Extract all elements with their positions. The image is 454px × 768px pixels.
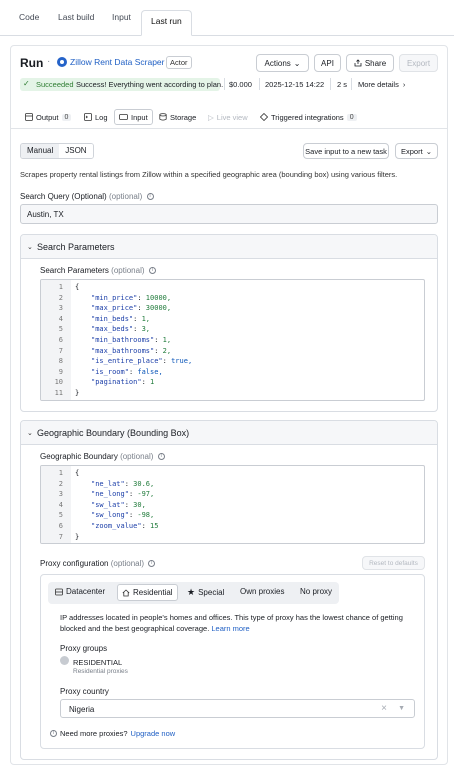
- optional-tag: (optional): [120, 452, 154, 461]
- proxy-tab-special[interactable]: [187, 587, 224, 598]
- proxy-config-label: [40, 559, 155, 568]
- line-number: 11: [54, 389, 63, 397]
- line-number: 6: [58, 522, 63, 530]
- subtab-integrations-label: Triggered integrations: [271, 112, 344, 122]
- geo-label-text: Geographic Boundary: [40, 452, 118, 461]
- integrations-count: 0: [347, 114, 357, 121]
- line-number: 6: [58, 336, 63, 344]
- code-line: [41, 480, 424, 491]
- code-line: [41, 283, 424, 294]
- actions-button[interactable]: [256, 54, 309, 72]
- need-more-proxies: [50, 729, 175, 738]
- run-title: Run: [20, 56, 44, 70]
- search-params-label-text: Search Parameters: [40, 266, 109, 275]
- code-text: {: [75, 469, 80, 477]
- run-duration: 2 s: [337, 80, 348, 89]
- search-query-label-text: Search Query: [20, 192, 70, 201]
- code-line: [41, 315, 424, 326]
- code-text: "max_price": 30000,: [91, 304, 172, 313]
- info-icon: i: [50, 730, 57, 737]
- search-parameters-editor[interactable]: [40, 279, 425, 401]
- proxy-label-text: Proxy configuration: [40, 559, 109, 568]
- geo-boundary-header[interactable]: [21, 421, 437, 445]
- geo-boundary-label: [40, 452, 165, 461]
- code-text: "min_bathrooms": 1,: [91, 336, 172, 344]
- status-message: Success! Everything went according to plan.: [76, 80, 224, 89]
- code-text: "sw_lat": 30,: [91, 500, 146, 509]
- search-parameters-header[interactable]: [21, 235, 437, 259]
- save-task-label: Save input to a new task: [305, 146, 387, 156]
- proxy-tab-datacenter[interactable]: [55, 587, 105, 596]
- geo-boundary-editor[interactable]: [40, 465, 425, 544]
- code-line: [41, 304, 424, 315]
- code-text: }: [75, 389, 80, 397]
- code-text: "min_beds": 1,: [91, 314, 151, 323]
- line-number: 3: [58, 304, 63, 313]
- output-icon: [25, 113, 33, 121]
- reset-label: Reset to defaults: [369, 559, 418, 567]
- subtab-log-label: Log: [95, 112, 108, 122]
- line-number: 4: [58, 500, 63, 509]
- proxy-tab-own-proxies[interactable]: Own proxies: [240, 587, 285, 596]
- input-icon: [119, 113, 128, 121]
- search-query-label: [20, 192, 154, 201]
- subtab-storage-label: Storage: [170, 112, 197, 122]
- tab-input[interactable]: Input: [112, 12, 131, 22]
- info-icon[interactable]: i: [148, 560, 155, 567]
- input-export-label: Export: [401, 146, 423, 156]
- line-number: 7: [58, 346, 63, 355]
- more-details-label: More details: [358, 80, 399, 89]
- mode-json[interactable]: JSON: [59, 144, 92, 158]
- code-text: "ne_lat": 30.6,: [91, 479, 155, 488]
- code-line: [41, 533, 424, 544]
- chevron-down-icon: ⌄: [27, 244, 33, 251]
- code-line: [41, 325, 424, 336]
- search-query-input[interactable]: Austin, TX: [20, 204, 438, 224]
- title-separator: ·: [47, 56, 51, 67]
- top-tabs: [0, 0, 454, 36]
- run-cost: $0.000: [229, 80, 252, 89]
- code-text: "pagination": 1: [91, 378, 155, 387]
- code-text: "is_room": false,: [91, 367, 163, 376]
- share-icon: [354, 59, 362, 67]
- home-icon: [122, 589, 130, 597]
- chevron-right-icon: ›: [402, 80, 406, 89]
- optional-tag: (optional): [111, 266, 145, 275]
- datacenter-label: Datacenter: [66, 587, 106, 596]
- subtab-input-label: Input: [131, 112, 148, 122]
- code-text: "sw_long": -98,: [91, 511, 155, 520]
- code-line: [41, 522, 424, 533]
- tab-last-build[interactable]: Last build: [58, 12, 95, 22]
- tab-last-run[interactable]: Last run: [141, 10, 192, 36]
- star-icon: ★: [187, 587, 196, 597]
- line-number: 1: [58, 469, 63, 477]
- tab-code[interactable]: Code: [19, 12, 40, 22]
- line-number: 10: [54, 378, 63, 387]
- subtab-input[interactable]: [114, 109, 153, 125]
- proxy-groups-label: Proxy groups: [60, 644, 108, 653]
- proxy-group-name: RESIDENTIAL: [73, 658, 123, 667]
- proxy-description: [60, 612, 420, 634]
- code-line: [41, 294, 424, 305]
- need-more-text: Need more proxies?: [60, 729, 128, 738]
- api-label: API: [321, 58, 334, 68]
- proxy-country-value: Nigeria: [69, 705, 95, 714]
- line-number: 2: [58, 479, 63, 488]
- more-details-link[interactable]: [358, 80, 405, 89]
- search-query-label-optional: (Optional): [71, 192, 107, 201]
- line-number: 4: [58, 314, 63, 323]
- actor-badge: Actor: [166, 56, 192, 69]
- learn-more-link[interactable]: Learn more: [211, 624, 250, 633]
- proxy-description-text: IP addresses located in people's homes and offices. This type of proxy has the lowest chance of getting blocked and the best geographical coverage.: [60, 613, 403, 633]
- output-count: 0: [62, 114, 72, 121]
- proxy-country-label: Proxy country: [60, 687, 109, 696]
- subtab-output[interactable]: [25, 109, 71, 125]
- divider: [259, 78, 260, 90]
- code-line: [41, 336, 424, 347]
- divider: [224, 78, 225, 90]
- share-button[interactable]: [346, 54, 394, 72]
- code-text: "zoom_value": 15: [91, 522, 159, 530]
- code-text: "max_beds": 3,: [91, 325, 151, 334]
- storage-icon: [159, 113, 167, 121]
- share-label: Share: [364, 58, 387, 68]
- special-label: Special: [198, 588, 225, 597]
- proxy-tab-residential[interactable]: [117, 584, 178, 601]
- residential-label: Residential: [133, 588, 173, 597]
- code-line: [41, 378, 424, 389]
- divider: [330, 78, 331, 90]
- line-number: 9: [58, 367, 63, 376]
- log-icon: [84, 113, 92, 121]
- clear-icon[interactable]: ×: [381, 703, 387, 714]
- subtab-log[interactable]: [84, 109, 108, 125]
- code-text: "max_bathrooms": 2,: [91, 346, 172, 355]
- subtab-output-label: Output: [36, 112, 59, 122]
- chevron-down-icon: ⌄: [27, 430, 33, 437]
- status-state: Succeeded: [36, 80, 74, 89]
- proxy-country-select[interactable]: [60, 699, 415, 718]
- line-number: 7: [58, 532, 63, 541]
- code-text: {: [75, 283, 80, 291]
- caret-down-icon[interactable]: ▼: [398, 705, 405, 712]
- mode-manual[interactable]: Manual: [21, 144, 59, 158]
- check-icon: ✓: [23, 79, 30, 88]
- actor-description: Scrapes property rental listings from Zillow within a specified geographic area (bounding box) using various filters.: [20, 170, 398, 179]
- line-number: 8: [58, 357, 63, 366]
- export-button[interactable]: [399, 54, 438, 72]
- code-text: }: [75, 532, 80, 541]
- line-number: 5: [58, 511, 63, 520]
- optional-tag: (optional): [110, 559, 145, 568]
- residential-group-radio[interactable]: [60, 656, 69, 665]
- code-line: [41, 347, 424, 358]
- subtab-live-view[interactable]: [208, 109, 248, 125]
- code-text: "is_entire_place": true,: [91, 357, 193, 366]
- line-number: 5: [58, 325, 63, 334]
- save-input-task-button[interactable]: [303, 143, 389, 159]
- input-mode-toggle: [20, 143, 94, 159]
- actor-icon: [57, 57, 67, 67]
- code-line: [41, 368, 424, 379]
- proxy-tab-no-proxy[interactable]: No proxy: [300, 587, 333, 596]
- divider: [11, 128, 448, 129]
- code-line: [41, 357, 424, 368]
- reset-defaults-button[interactable]: [362, 556, 425, 570]
- line-number: 1: [58, 283, 63, 291]
- export-label: Export: [406, 58, 431, 68]
- code-line: [41, 389, 424, 400]
- datacenter-icon: [55, 588, 63, 596]
- divider: [351, 78, 352, 90]
- code-line: [41, 469, 424, 480]
- input-export-button[interactable]: [395, 143, 438, 159]
- search-parameters-label: [40, 266, 156, 275]
- play-icon: ▷: [208, 112, 214, 122]
- api-button[interactable]: [314, 54, 341, 72]
- chevron-down-icon: ⌄: [293, 58, 301, 68]
- subtab-live-view-label: Live view: [216, 112, 248, 122]
- info-icon[interactable]: i: [158, 453, 165, 460]
- code-text: "min_price": 10000,: [91, 293, 172, 302]
- code-line: [41, 511, 424, 522]
- run-datetime: 2025-12-15 14:22: [265, 80, 325, 89]
- info-icon[interactable]: i: [149, 267, 156, 274]
- proxy-group-sub: Residential proxies: [73, 668, 128, 675]
- actor-link[interactable]: Zillow Rent Data Scraper: [70, 57, 165, 67]
- section-title: Geographic Boundary (Bounding Box): [37, 428, 190, 438]
- code-text: "ne_long": -97,: [91, 490, 155, 499]
- line-number: 2: [58, 293, 63, 302]
- code-line: [41, 490, 424, 501]
- info-icon[interactable]: i: [147, 193, 154, 200]
- actions-label: Actions: [264, 58, 291, 68]
- chevron-down-icon: ⌄: [425, 146, 432, 156]
- subtab-storage[interactable]: [159, 109, 196, 125]
- optional-tag: (optional): [108, 192, 143, 201]
- upgrade-link[interactable]: Upgrade now: [130, 729, 176, 738]
- section-title: Search Parameters: [37, 242, 115, 252]
- line-number: 3: [58, 490, 63, 499]
- integrations-icon: [260, 113, 268, 121]
- code-line: [41, 501, 424, 512]
- subtab-triggered-integrations[interactable]: [260, 109, 357, 125]
